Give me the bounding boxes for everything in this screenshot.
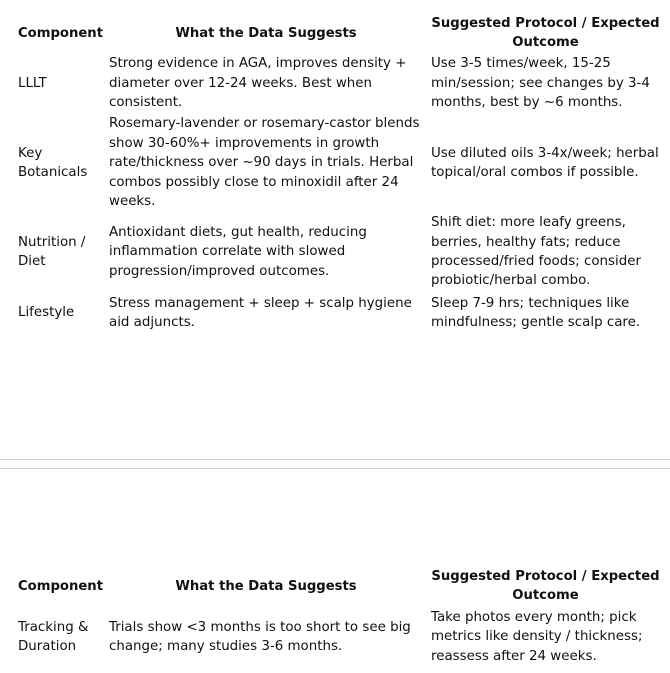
header-data: What the Data Suggests: [175, 25, 357, 41]
cell-component: Tracking & Duration: [18, 619, 89, 654]
cell-data: Antioxidant diets, gut health, reducing inflammation correlate with slowed progression/improved outcomes.: [109, 224, 367, 279]
cell-protocol: Use 3-5 times/week, 15-25 min/session; see changes by 3-4 months, best by ~6 months.: [431, 56, 650, 111]
cell-protocol: Use diluted oils 3-4x/week; herbal topical/oral combos if possible.: [431, 145, 659, 180]
table-row-tracking-duration: [14, 606, 664, 668]
cell-component: Key Botanicals: [18, 145, 88, 180]
header-data: What the Data Suggests: [175, 578, 357, 594]
cell-data: Stress management + sleep + scalp hygiene aid adjuncts.: [109, 295, 412, 330]
cell-protocol: Shift diet: more leafy greens, berries, healthy fats; reduce processed/fried foods; consider probiotic/herbal combo.: [431, 215, 641, 289]
header-protocol: Suggested Protocol / Expected Outcome: [431, 16, 660, 50]
cell-component: Nutrition / Diet: [18, 234, 86, 269]
table-row-nutrition-diet: [14, 212, 664, 292]
cell-protocol: Sleep 7-9 hrs; techniques like mindfulness; gentle scalp care.: [431, 295, 641, 330]
header-component: Component: [18, 25, 104, 41]
page-break-top: [0, 459, 670, 460]
header-protocol: Suggested Protocol / Expected Outcome: [431, 569, 660, 603]
table-header-row: [14, 566, 664, 606]
header-component: Component: [18, 578, 104, 594]
cell-data: Rosemary-lavender or rosemary-castor blends show 30-60%+ improvements in growth rate/thickness over ~90 days in trials. Herbal combos possibly close to minoxidil after 24 weeks.: [109, 116, 420, 210]
table-header-row: [14, 13, 664, 53]
protocol-table-1: [14, 13, 664, 334]
page-break-bottom: [0, 468, 670, 469]
table-row-lllt: [14, 53, 664, 114]
table-row-key-botanicals: [14, 114, 664, 212]
protocol-table-2: [14, 566, 664, 668]
cell-component: LLLT: [18, 75, 47, 91]
document-page-2: [0, 470, 670, 673]
cell-data: Trials show <3 months is too short to see big change; many studies 3-6 months.: [109, 619, 411, 654]
table-row-lifestyle: [14, 292, 664, 334]
cell-component: Lifestyle: [18, 305, 75, 321]
cell-protocol: Take photos every month; pick metrics like density / thickness; reassess after 24 weeks.: [431, 609, 643, 664]
cell-data: Strong evidence in AGA, improves density + diameter over 12-24 weeks. Best when consistent.: [109, 56, 407, 111]
